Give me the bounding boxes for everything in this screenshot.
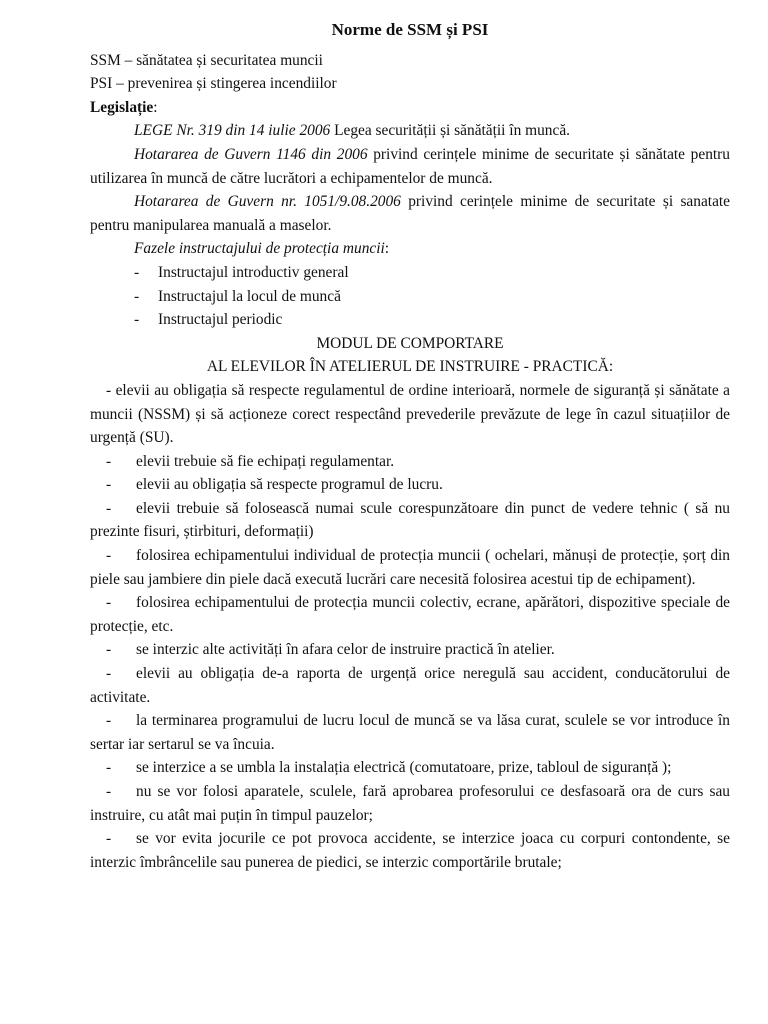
phases-heading: Fazele instructajului de protecția muncii — [134, 240, 385, 258]
law-title: Hotararea de Guvern nr. 1051/9.08.2006 — [134, 193, 401, 211]
law-title: Hotararea de Guvern 1146 din 2006 — [134, 145, 368, 163]
rule-text: elevii au obligația să respecte programul de lucru. — [136, 476, 443, 494]
rule-item: - se vor evita jocurile ce pot provoca accidente, se interzice joaca cu corpuri contondente, se interzic îmbrâncelile sau punerea de piedici, se interzic comportările brutale; — [90, 830, 730, 871]
legislation-colon: : — [153, 98, 158, 116]
law-description: Legea securității și sănătății în muncă. — [330, 122, 570, 140]
legislation-heading: Legislație — [90, 98, 154, 116]
page-title: Norme de SSM și PSI — [331, 20, 489, 39]
phases-heading-line — [90, 237, 730, 261]
rule-item: - la terminarea programului de lucru locul de muncă se va lăsa curat, sculele se vor introduce în sertar iar sertarul se va încuia. — [90, 712, 730, 753]
list-item: - Instructajul la locul de muncă — [134, 285, 730, 309]
rule-item: - nu se vor folosi aparatele, sculele, fară aprobarea profesorului ce desfasoară ora de curs sau instruire, cu atât mai puțin în timpul pauzelor; — [90, 783, 730, 824]
rule-item: - elevii au obligația de-a raporta de urgență orice neregulă sau accident, conducătorului de activitate. — [90, 665, 730, 706]
rule-item: - se interzice a se umbla la instalația electrică (comutatoare, prize, tabloul de siguranță ); — [106, 759, 672, 777]
section-subheading: AL ELEVILOR ÎN ATELIERUL DE INSTRUIRE - PRACTICĂ: — [206, 358, 614, 376]
rule-text: se interzice a se umbla la instalația electrică (comutatoare, prize, tabloul de siguranță ); — [136, 759, 672, 777]
rule-text: nu se vor folosi aparatele, sculele, fară aprobarea profesorului ce desfasoară ora de curs sau instruire, cu atât mai puțin în timpul pauzelor; — [90, 783, 730, 824]
rule-item: - elevii trebuie să folosească numai scule corespunzătoare din punct de vedere tehnic ( să nu prezinte fisuri, știrbituri, deformații) — [90, 499, 730, 541]
law-item — [90, 143, 730, 190]
rule-item: - se interzic alte activități în afara celor de instruire practică în atelier. — [106, 641, 555, 659]
abbreviation-psi: PSI – prevenirea și stingerea incendiilor — [90, 75, 337, 93]
law-item — [90, 119, 730, 143]
rule-text: se interzic alte activități în afara celor de instruire practică în atelier. — [136, 641, 555, 659]
rule-text: se vor evita jocurile ce pot provoca accidente, se interzice joaca cu corpuri contondente, se interzic îmbrâncelile sau punerea de piedici, se interzic comportările brutale; — [90, 830, 730, 871]
rule-item: - folosirea echipamentului de protecția muncii colectiv, ecrane, apărători, dispozitive speciale de protecție, etc. — [90, 594, 730, 635]
section-heading: MODUL DE COMPORTARE — [316, 334, 504, 352]
phases-list — [90, 261, 730, 332]
rule-item: - elevii au obligația să respecte programul de lucru. — [106, 476, 443, 494]
rule-text: la terminarea programului de lucru locul de muncă se va lăsa curat, sculele se vor introduce în sertar iar sertarul se va încuia. — [90, 712, 730, 753]
legislation-heading-line — [90, 96, 730, 120]
phases-colon: : — [384, 240, 390, 258]
rule-item: - folosirea echipamentului individual de protecția muncii ( ochelari, mănuși de protecție, șorț din piele sau jambiere din piele dacă execută lucrări care necesită folosirea acestui tip de echipament). — [90, 547, 730, 588]
law-item — [90, 190, 730, 237]
rule-text: elevii trebuie să fie echipați regulamentar. — [136, 452, 395, 470]
rule-text: elevii au obligația de-a raporta de urgență orice neregulă sau accident, conducătorului de activitate. — [90, 665, 730, 706]
rule-text: folosirea echipamentului individual de protecția muncii ( ochelari, mănuși de protecție, șorț din piele sau jambiere din piele dacă execută lucrări care necesită folosirea acestui tip de echipament). — [90, 547, 730, 588]
intro-rule: - elevii au obligația să respecte regulamentul de ordine interioară, normele de siguranță și sănătate a muncii (NSSM) și să acționeze corect respectând prevederile prevăzute de lege în cazul situațiilor de urgență (SU). — [90, 381, 730, 447]
list-item: - Instructajul introductiv general — [134, 261, 730, 285]
law-description: privind cerințele minime de securitate și sănătate pentru utilizarea în muncă de către lucrători a echipamentelor de muncă. — [90, 145, 731, 187]
rule-item: - elevii trebuie să fie echipați regulamentar. — [106, 452, 395, 470]
abbreviation-ssm: SSM – sănătatea și securitatea muncii — [90, 51, 323, 69]
list-item: - Instructajul periodic — [134, 308, 730, 332]
law-title: LEGE Nr. 319 din 14 iulie 2006 — [134, 122, 331, 140]
law-description: privind cerințele minime de securitate și sanatate pentru manipularea manuală a maselor. — [90, 193, 731, 234]
rule-text: elevii trebuie să folosească numai scule corespunzătoare din punct de vedere tehnic ( să nu prezinte fisuri, știrbituri, deformații) — [90, 499, 730, 541]
rule-text: folosirea echipamentului de protecția muncii colectiv, ecrane, apărători, dispozitive speciale de protecție, etc. — [90, 594, 730, 635]
